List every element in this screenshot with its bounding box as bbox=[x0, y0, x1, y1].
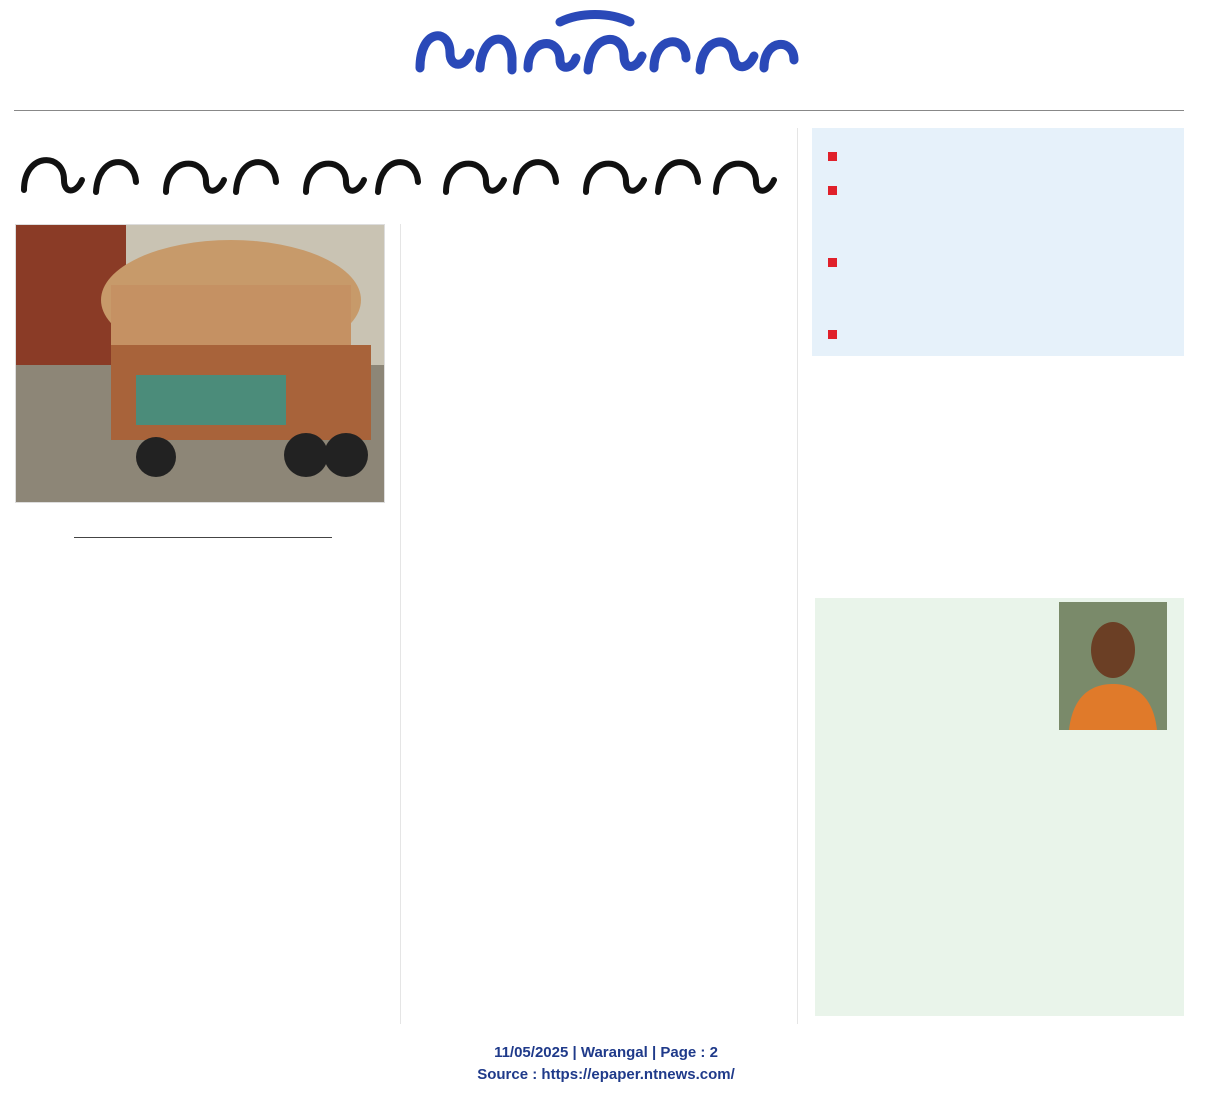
masthead-logo bbox=[410, 8, 802, 80]
headline-mark bbox=[16, 140, 786, 202]
footer-date: 11/05/2025 bbox=[494, 1044, 569, 1061]
footer-source-url[interactable]: https://epaper.ntnews.com/ bbox=[541, 1066, 735, 1083]
footer-dateline: 11/05/2025 | Warangal | Page : 2 bbox=[494, 1044, 718, 1061]
masthead-divider bbox=[14, 110, 1184, 111]
bullet-icon bbox=[828, 330, 837, 339]
portrait-illustration bbox=[1059, 602, 1167, 730]
bullet-icon bbox=[828, 186, 837, 195]
footer-source-label: Source : bbox=[477, 1066, 538, 1083]
sidebar-highlights bbox=[812, 128, 1184, 356]
headline bbox=[16, 140, 786, 202]
column-divider bbox=[400, 224, 401, 1024]
bullet-icon bbox=[828, 152, 837, 161]
footer-edition: Warangal bbox=[580, 1044, 648, 1061]
footer-source bbox=[0, 1066, 1212, 1083]
masthead-logo-mark bbox=[410, 8, 802, 80]
footer-page-number: 2 bbox=[709, 1044, 718, 1061]
bullet-icon bbox=[828, 258, 837, 267]
lead-photo bbox=[15, 224, 385, 503]
photo-caption-rule bbox=[74, 537, 332, 538]
column-divider bbox=[797, 128, 798, 1024]
lorry-illustration bbox=[16, 225, 384, 502]
footer-page-label: Page bbox=[660, 1044, 697, 1061]
farmer-portrait bbox=[1059, 602, 1167, 730]
